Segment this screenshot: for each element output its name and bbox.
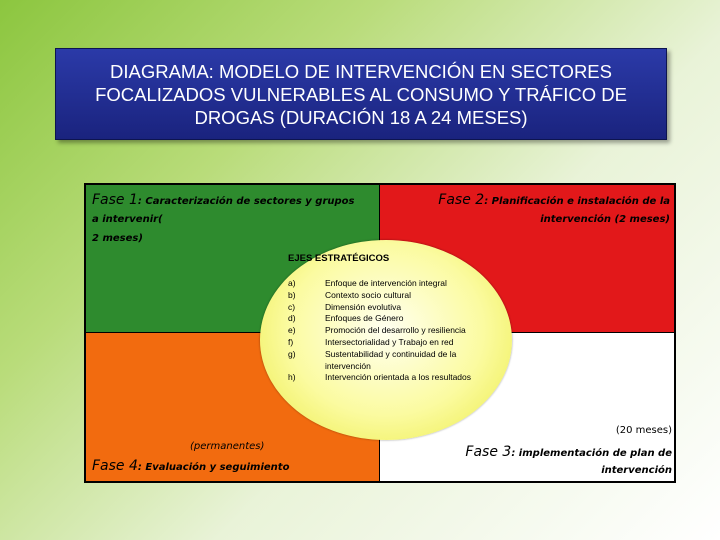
phase4-heading: [92, 458, 289, 474]
phase4-text-line1: : Evaluación y seguimiento: [137, 462, 290, 473]
list-item: e) Promoción del desarrollo y resiliencia: [288, 325, 466, 336]
phase4-label: Fase 4: [92, 458, 138, 474]
phase3-text-line2: intervención: [601, 465, 672, 476]
phase3-text-line1: : implementación de plan de: [511, 448, 672, 459]
phase2-text-line2: intervención (2 meses): [540, 214, 670, 225]
phase1-label: Fase 1: [92, 192, 138, 208]
list-item: a) Enfoque de intervención integral: [288, 278, 447, 288]
phase1-text-line1: : Caracterización de sectores y grupos: [137, 196, 355, 207]
phase4-duration: (permanentes): [190, 441, 265, 452]
phase1-text-line3: 2 meses): [92, 233, 143, 244]
phase3-label: Fase 3: [465, 444, 512, 460]
list-item: c) Dimensión evolutiva: [288, 301, 402, 312]
phase3-heading: [465, 444, 672, 460]
title-banner: [55, 48, 667, 140]
list-item: b) Contexto socio cultural: [288, 289, 411, 300]
phase2-label: Fase 2: [438, 192, 485, 208]
phase2-text-line1: : Planificación e instalación de la: [484, 196, 670, 207]
list-item: h) Intervención orientada a los resultados: [288, 372, 472, 383]
ejes-title: EJES ESTRATÉGICOS: [288, 253, 390, 264]
diagram-title: DIAGRAMA: MODELO DE INTERVENCIÓN EN SECTORES FOCALIZADOS VULNERABLES AL CONSUMO Y TRÁFICO DE DROGAS (DURACIÓN 18 A 24 MESES): [95, 60, 627, 128]
phase1-heading: [92, 192, 354, 208]
list-item: g) Sustentabilidad y continuidad de la intervención: [288, 348, 457, 371]
phase1-text-line2: a intervenir(: [92, 214, 163, 225]
ejes-list: [288, 278, 503, 384]
list-item: f) Intersectorialidad y Trabajo en red: [288, 336, 454, 347]
list-item: d) Enfoques de Género: [288, 313, 404, 324]
phase2-heading: [438, 192, 670, 208]
phase3-duration: (20 meses): [615, 425, 672, 436]
